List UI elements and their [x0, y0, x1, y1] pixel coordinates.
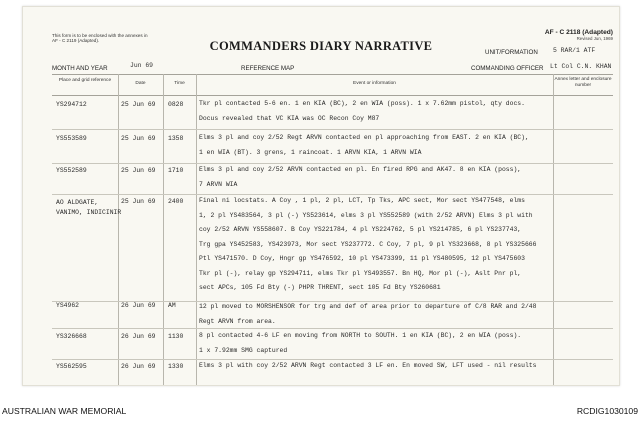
event-line: Tkr pl (-), relay gp YS294711, elms Tkr pl YS493557. Bn HQ, Mor pl (-), Aslt Pnr pl,: [199, 269, 522, 277]
event-line: Ptl YS471570. D Coy, Hngr gp YS476592, 10 pl YS473399, 11 pl YS480595, 12 pl YS475603: [199, 255, 525, 262]
event-line: 12 pl moved to MORSHENSOR for trg and def of area prior to departure of C/8 RAR and 2/48: [199, 303, 537, 310]
col-header-annex: Annex letter and enclosure number: [554, 77, 612, 88]
row-separator: [52, 129, 613, 130]
col-divider: [196, 74, 197, 385]
event-line: Final ni locstats. A Coy , 1 pl, 2 pl, LCT, Tp Tks, APC sect, Mor sect YS477548, elms: [199, 197, 525, 204]
row-place: YS562595: [56, 363, 87, 370]
row-event: [199, 329, 521, 358]
row-time: 1330: [168, 363, 184, 370]
row-place: YS326668: [56, 333, 87, 340]
co-label: COMMANDING OFFICER: [471, 65, 544, 72]
row-event: [199, 359, 536, 374]
row-time: 1130: [168, 333, 184, 340]
event-line: Tkr pl contacted 5-6 en. 1 en KIA (BC), 2 en WIA (poss). 1 x 7.62mm pistol, qty docs.: [199, 100, 525, 107]
event-line: Elms 3 pl and coy 2/52 ARVN contacted en pl. En fired RPG and AK47. 8 en KIA (poss),: [199, 166, 522, 173]
form-note: This form is to be enclosed with the annexes in AF - C 2119 (Adapted).: [52, 33, 148, 44]
unit-value: 5 RAR/1 ATF: [553, 47, 596, 54]
row-place: YS4962: [56, 302, 80, 309]
event-line: 1 en WIA (BT). 3 grens, 1 raincoat. 1 ARVN KIA, 1 ARVN WIA: [199, 148, 422, 156]
refmap-label: REFERENCE MAP: [241, 65, 295, 72]
row-date: 26 Jun 69: [121, 333, 156, 340]
month-value: Jun 69: [130, 62, 154, 69]
row-time: 0828: [168, 101, 184, 108]
row-event: [199, 131, 529, 160]
row-time: 2400: [168, 198, 184, 205]
col-divider: [163, 74, 164, 385]
row-time: AM: [168, 302, 176, 309]
col-header-time: Time: [174, 81, 185, 86]
archive-caption: [0, 406, 640, 420]
header-rule-bottom: [52, 95, 613, 96]
place-line: AO ALDGATE,: [56, 199, 99, 206]
event-line: 1, 2 pl YS483564, 3 pl (-) YS523614, elms 3 pl YS552589 (with 2/52 ARVN) Elms 3 pl with: [199, 211, 533, 219]
event-line: Elms 3 pl and coy 2/52 Regt ARVN contacted en pl approaching from EAST. 2 en KIA (BC),: [199, 134, 529, 141]
row-date: 26 Jun 69: [121, 363, 156, 370]
diary-page: [22, 6, 620, 386]
header-rule-top: [52, 74, 613, 75]
archive-name: AUSTRALIAN WAR MEMORIAL: [2, 406, 127, 416]
row-event: [199, 163, 521, 192]
col-divider: [553, 74, 554, 385]
row-date: 25 Jun 69: [121, 167, 156, 174]
row-time: 1710: [168, 167, 184, 174]
event-line: Regt ARVN from area.: [199, 317, 276, 325]
row-event: [199, 97, 525, 126]
event-line: Docus revealed that VC KIA was OC Recon Coy M87: [199, 114, 380, 122]
col-header-place: Place and grid reference: [58, 78, 112, 83]
unit-label: UNIT/FORMATION: [485, 49, 538, 56]
row-date: 25 Jun 69: [121, 101, 156, 108]
row-event: [199, 194, 536, 296]
event-line: Trg gpa YS452583, YS423973, Mor sect YS237772. C Coy, 7 pl, 9 pl YS323668, 8 pl YS325666: [199, 240, 537, 248]
event-line: 7 ARVN WIA: [199, 180, 238, 188]
col-header-event: Event or information: [353, 81, 396, 86]
event-line: sect APCs, 105 Fd Bty (-) PHPR THRENT, sect 105 Fd Bty YS260681: [199, 284, 441, 291]
archive-id: RCDIG1030109: [576, 406, 638, 416]
event-line: Elms 3 pl with coy 2/52 ARVN Regt contacted 3 LF en. En moved SW, LFT used - nil results: [199, 362, 537, 369]
event-line: 1 x 7.92mm SMG captured: [199, 346, 288, 354]
row-date: 26 Jun 69: [121, 302, 156, 309]
row-time: 1358: [168, 135, 184, 142]
event-line: 8 pl contacted 4-6 LF en moving from NORTH to SOUTH. 1 en KIA (BC), 2 en WIA (poss).: [199, 332, 522, 339]
row-place: YS552589: [56, 167, 87, 174]
co-value: Lt Col C.N. KHAN: [550, 63, 612, 70]
page-title: COMMANDERS DIARY NARRATIVE: [209, 39, 433, 53]
event-line: coy 2/52 ARVN YS558607. B Coy YS221784, 4 pl YS224762, 5 pl YS214785, 6 pl YS237743,: [199, 226, 522, 233]
form-revision: Revised Jun, 1969: [576, 36, 613, 41]
row-place: YS294712: [56, 101, 87, 108]
row-date: 25 Jun 69: [121, 198, 156, 205]
col-header-date: Date: [135, 81, 146, 86]
row-place: [56, 198, 121, 218]
row-event: [199, 300, 536, 329]
form-code: AF - C 2118 (Adapted): [544, 29, 613, 36]
row-date: 25 Jun 69: [121, 135, 156, 142]
row-place: YS553589: [56, 135, 87, 142]
place-line: VANIMO, INDICINIR: [56, 209, 122, 216]
month-label: MONTH AND YEAR: [52, 65, 108, 72]
col-divider: [118, 74, 119, 385]
